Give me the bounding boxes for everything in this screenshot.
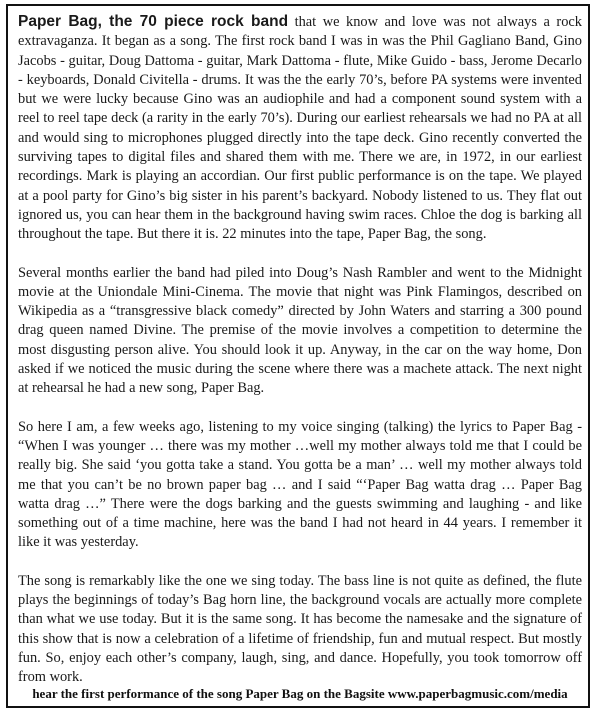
paragraph-2: Several months earlier the band had piled into Doug’s Nash Rambler and went to the Midnight movie at the Uniondale Mini-Cinema. The movie that night was Pink Flamingos, described on Wikipedia as a “transgressive black comedy” directed by John Waters and starring a 300 pound drag queen named Divine. The premise of the movie involves a competition to determine the most disgusting person alive. You should look it up. Anyway, in the car on the way home, Don asked if we noticed the music during the scene where there was a machete attack. The next night at rehearsal he had a new song, Paper Bag. [18, 264, 582, 397]
paragraph-1 [18, 12, 582, 245]
paragraph-1-text: that we know and love was not always a rock extravaganza. It began as a song. The first rock band I was in was the Phil Gagliano Band, Gino Jacobs - guitar, Doug Dattoma - guitar, Mark Dattoma - flute, Mike Guido - bass, Jerome Decarlo - keyboards, Donald Civitella - drums. It was the the early 70’s, before PA systems were invented but we were lucky because Gino was an audiophile and had a component sound system with a reel to reel tape deck (a rarity in the early 70’s). During our earliest rehearsals we had no PA at all and would sing to microphones plugged directly into the tape deck. Gino recently converted the surviving tapes to digital files and shared them with me. There we are, in 1972, in our earliest recordings. Mark is playing an accordian. Our first public performance is on the tape. We played at a pool party for Gino’s big sister in his parent’s backyard. Nobody listened to us. They flat out ignored us, you can hear them in the background having swim races. Chloe the dog is barking all throughout the tape. But there it is. 22 minutes into the tape, Paper Bag, the song. [18, 14, 582, 243]
article-body [18, 12, 582, 707]
paragraph-3: So here I am, a few weeks ago, listening to my voice singing (talking) the lyrics to Paper Bag - “When I was younger … there was my mother …well my mother always told me that I could be really big. She said ‘you gotta take a stand. You gotta be a man’ … well my mother always told me that you can’t be no brown paper bag … and I said “‘Paper Bag watta drag … Paper Bag watta drag …” There were the dogs barking and the guests swimming and laughing - and like something out of a time machine, here was the band I had not heard in 44 years. I remember it like it was yesterday. [18, 418, 582, 551]
lead-title: Paper Bag, the 70 piece rock band [18, 13, 289, 30]
footer-note: hear the first performance of the song Paper Bag on the Bagsite www.paperbagmusic.com/media [32, 686, 568, 701]
paragraph-4: The song is remarkably like the one we sing today. The bass line is not quite as defined, the flute plays the beginnings of today’s Bag horn line, the background vocals are actually more complete than what we use today. But it is the same song. It has become the namesake and the signature of this show that is now a celebration of a lifetime of friendship, fun and mutual respect. But mostly fun. So, enjoy each other’s company, laugh, sing, and dance. Hopefully, you took tomorrow off from work. [18, 572, 582, 686]
